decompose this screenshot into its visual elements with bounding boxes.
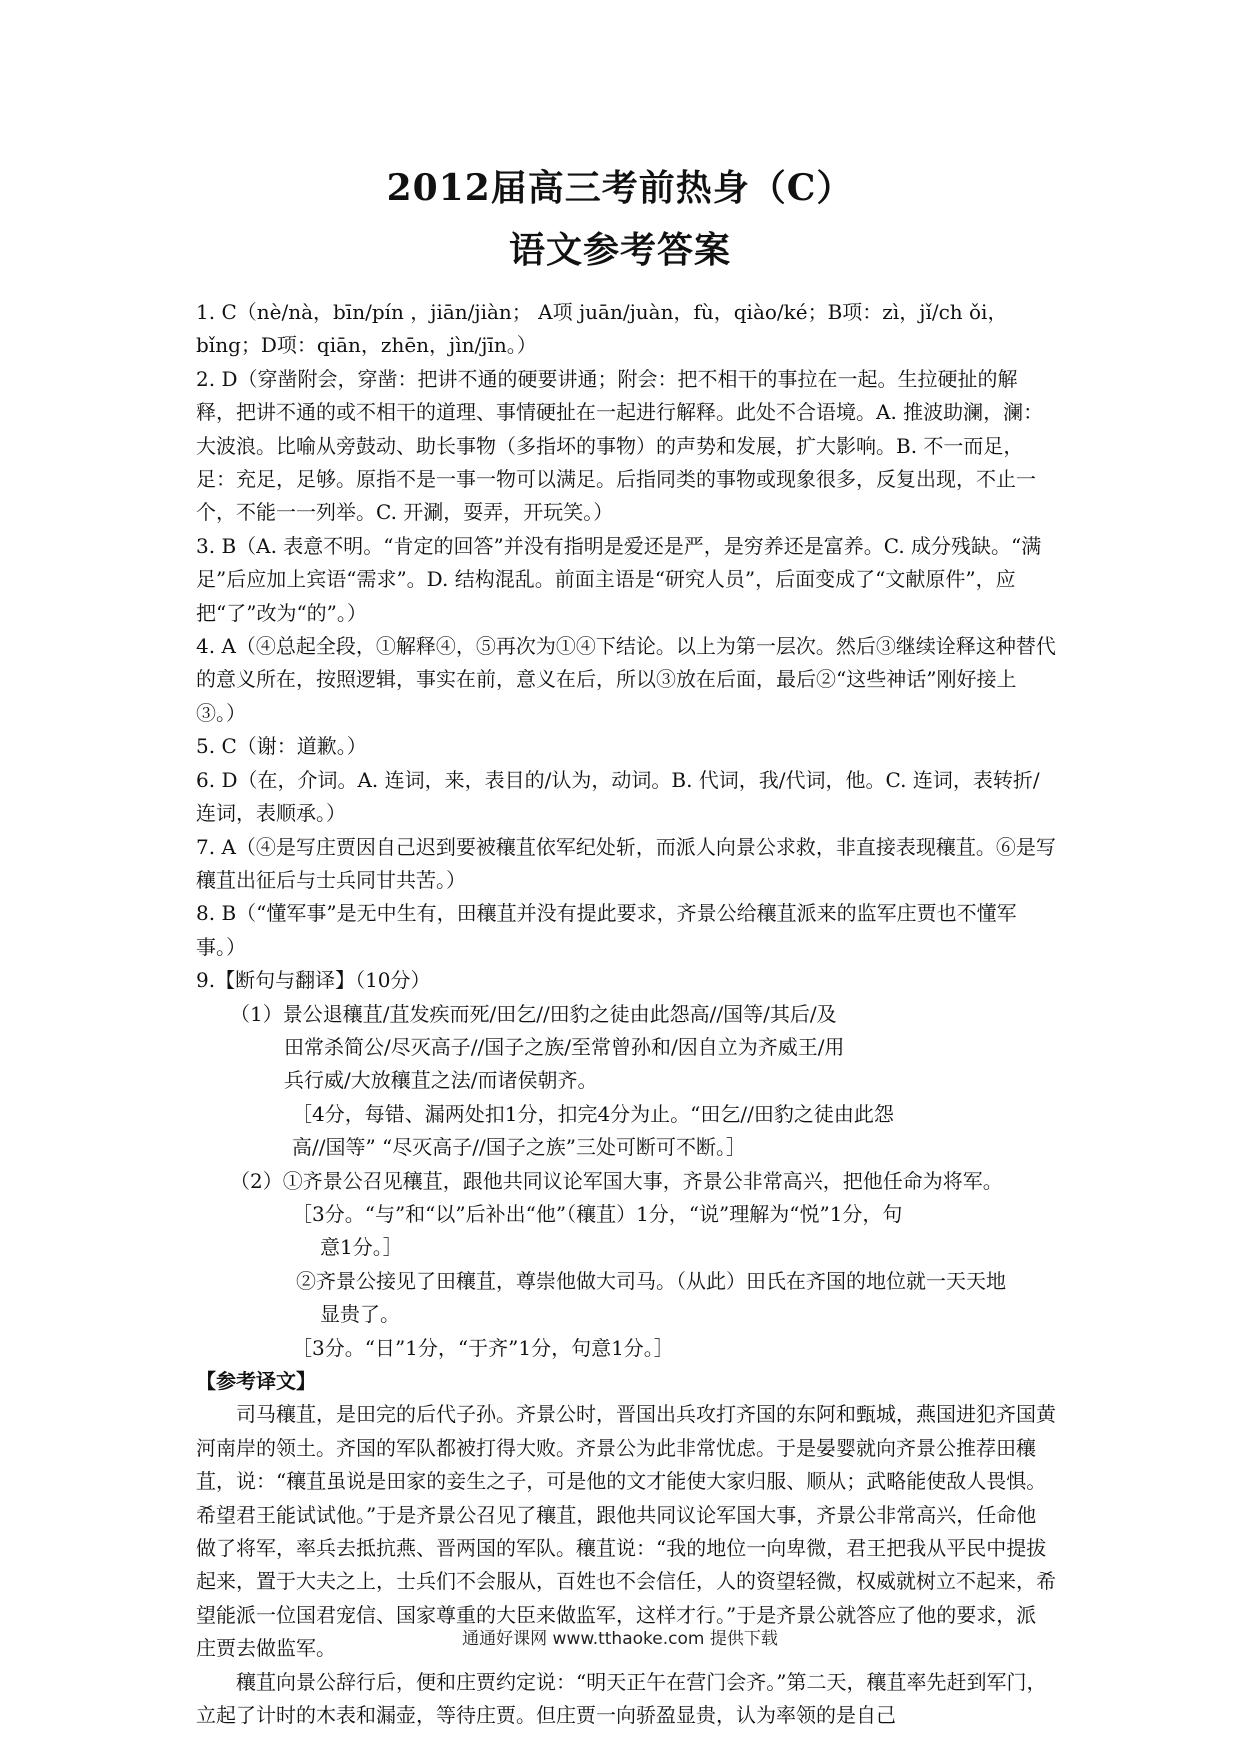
- answer-6: 6. D（在，介词。A. 连词，来，表目的/认为，动词。B. 代词，我/代词，他。C. 连词，表转折/连词，表顺承。）: [196, 767, 1040, 826]
- translation-heading: 【参考译文】: [196, 1369, 316, 1393]
- page-title: 2012届高三考前热身（C）: [386, 167, 854, 209]
- question-9-heading: 9.【断句与翻译】（10分）: [196, 968, 431, 993]
- answer-8: 8. B（“懂军事”是无中生有，田穰苴并没有提此要求，齐景公给穰苴派来的监军庄贾也不懂军事。）: [196, 901, 1017, 959]
- answer-content: [196, 296, 1056, 1732]
- answer-5: 5. C（谢：道歉。）: [196, 734, 367, 759]
- q9-part2-b-line2: 显贵了。: [320, 1302, 400, 1327]
- q9-part2-a: （2）①齐景公召见穰苴，跟他共同议论军国大事，齐景公非常高兴，把他任命为将军。: [230, 1168, 1003, 1193]
- q9-part1-line2: 田常杀简公/尽灭高子//国子之族/至常曾孙和/因自立为齐威王/用: [284, 1034, 845, 1059]
- answer-2: 2. D（穿凿附会，穿凿：把讲不通的硬要讲通；附会：把不相干的事拉在一起。生拉硬扯的解释，把讲不通的或不相干的道理、事情硬扯在一起进行解释。此处不合语境。A. 推波助澜，澜：大波浪。比喻从旁鼓动、助长事物（多指坏的事物）的声势和发展，扩大影响。B. 不一而足，足：充足，足够。原指不是一事一物可以满足。后指同类的事物或现象很多，反复出现，不止一个，不能一一列举。C. 开涮，耍弄，开玩笑。）: [196, 366, 1044, 525]
- page-subtitle: 语文参考答案: [508, 229, 731, 271]
- q9-part2-a-note-line1: ［3分。“与”和“以”后补出“他”（穰苴）1分，“说”理解为“悦”1分，句: [292, 1201, 903, 1226]
- translation-paragraph-2: 穰苴向景公辞行后，便和庄贾约定说：“明天正午在营门会齐。”第二天，穰苴率先赶到军门，立起了计时的木表和漏壶，等待庄贾。但庄贾一向骄盈显贵，认为率领的是自己: [196, 1669, 1047, 1728]
- q9-part1-line3: 兵行威/大放穰苴之法/而诸侯朝齐。: [284, 1068, 598, 1093]
- q9-part2-b-note: ［3分。“日”1分，“于齐”1分，句意1分。］: [292, 1335, 674, 1360]
- q9-part1-line1: （1）景公退穰苴/苴发疾而死/田乞//田豹之徒由此怨高//国等/其后/及: [230, 1001, 837, 1026]
- q9-part2-a-note-line2: 意1分。］: [320, 1235, 403, 1260]
- answer-3: 3. B（A. 表意不明。“肯定的回答”并没有指明是爱还是严，是穷养还是富养。C. 成分残缺。“满足”后应加上宾语“需求”。D. 结构混乱。前面主语是“研究人员”，后面变成了“文献原件”，应把“了”改为“的”。）: [196, 533, 1042, 625]
- answer-7: 7. A（④是写庄贾因自己迟到要被穰苴依军纪处斩，而派人向景公求救，非直接表现穰苴。⑥是写穰苴出征后与士兵同甘共苦。）: [196, 834, 1056, 892]
- footer-source: 通通好课网 www.tthaoke.com 提供下载: [462, 1629, 778, 1649]
- q9-part2-b-line1: ②齐景公接见了田穰苴，尊崇他做大司马。（从此）田氏在齐国的地位就一天天地: [296, 1268, 1006, 1293]
- answer-1: 1. C（nè/nà，bīn/pín ，jiān/jiàn； A项 juān/juàn，fù，qiào/ké；B项：zì，jǐ/ch ǒi，bǐng；D项：qiān，zhēn，jìn/jīn。）: [196, 300, 1008, 358]
- q9-part1-note-line2: 高//国等” “尽灭高子//国子之族”三处可断可不断。］: [292, 1135, 746, 1160]
- q9-part1-note-line1: ［4分，每错、漏两处扣1分，扣完4分为止。“田乞//田豹之徒由此怨: [292, 1101, 894, 1126]
- translation-paragraph-1: 司马穰苴，是田完的后代子孙。齐景公时，晋国出兵攻打齐国的东阿和甄城，燕国进犯齐国黄河南岸的领土。齐国的军队都被打得大败。齐景公为此非常忧虑。于是晏婴就向齐景公推荐田穰苴，说：“穰苴虽说是田家的妾生之子，可是他的文才能使大家归服、顺从；武略能使敌人畏惧。希望君王能试试他。”于是齐景公召见了穰苴，跟他共同议论军国大事，齐景公非常高兴，任命他做了将军，率兵去抵抗燕、晋两国的军队。穰苴说：“我的地位一向卑微，君王把我从平民中提拔起来，置于大夫之上，士兵们不会服从，百姓也不会信任，人的资望轻微，权威就树立不起来，希望能派一位国君宠信、国家尊重的大臣来做监军，这样才行。”于是齐景公就答应了他的要求，派庄贾去做监军。: [196, 1402, 1056, 1661]
- answer-4: 4. A（④总起全段，①解释④，⑤再次为①④下结论。以上为第一层次。然后③继续诠释这种替代的意义所在，按照逻辑，事实在前，意义在后，所以③放在后面，最后②“这些神话”刚好接上③。）: [196, 634, 1056, 725]
